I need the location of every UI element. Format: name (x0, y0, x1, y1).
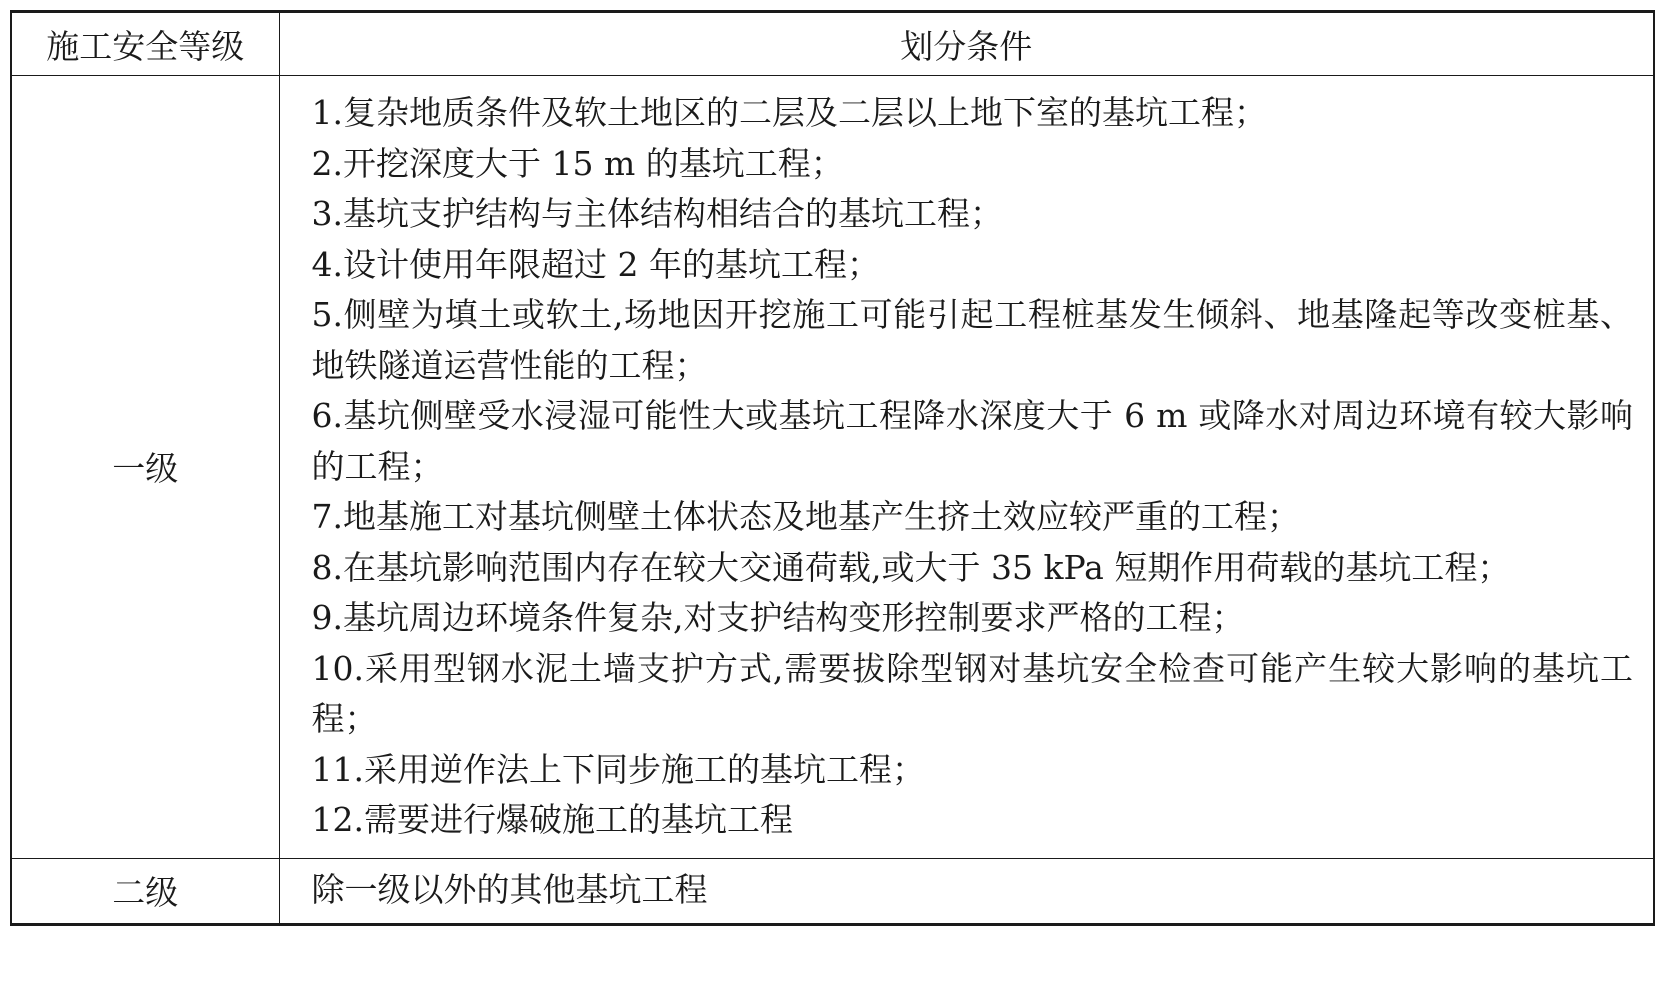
list-item: 除一级以外的其他基坑工程 (311, 870, 708, 910)
level-cell-first: 一级 (11, 76, 279, 859)
table-row (11, 76, 1654, 859)
level-cell-second: 二级 (11, 858, 279, 924)
list-item: 1.复杂地质条件及软土地区的二层及二层以上地下室的基坑工程； (311, 93, 1267, 132)
list-item: 12.需要进行爆破施工的基坑工程 (311, 800, 793, 839)
list-item: 5.侧壁为填土或软土,场地因开挖施工可能引起工程桩基发生倾斜、地基隆起等改变桩基、地铁隧道运营性能的工程； (311, 295, 1633, 385)
condition-list (312, 865, 1634, 916)
list-item: 9.基坑周边环境条件复杂,对支护结构变形控制要求严格的工程； (311, 598, 1245, 637)
list-item: 10.采用型钢水泥土墙支护方式,需要拔除型钢对基坑安全检查可能产生较大影响的基坑工程； (311, 648, 1633, 738)
condition-list (312, 88, 1634, 846)
list-item: 6.基坑侧壁受水浸湿可能性大或基坑工程降水深度大于 6 m 或降水对周边环境有较大影响的工程； (311, 396, 1633, 486)
table-row (11, 858, 1654, 924)
list-item: 11.采用逆作法上下同步施工的基坑工程； (311, 749, 925, 789)
header-conditions: 划分条件 (279, 12, 1654, 76)
list-item: 3.基坑支护结构与主体结构相结合的基坑工程； (311, 194, 1003, 233)
list-item: 8.在基坑影响范围内存在较大交通荷载,或大于 35 kPa 短期作用荷载的基坑工程； (311, 547, 1511, 587)
table-header-row (11, 12, 1654, 76)
conditions-cell-second (279, 858, 1654, 924)
list-item: 2.开挖深度大于 15 m 的基坑工程； (311, 143, 844, 183)
safety-level-table (10, 10, 1655, 926)
conditions-cell-first (279, 76, 1654, 859)
header-safety-level: 施工安全等级 (11, 12, 279, 76)
list-item: 7.地基施工对基坑侧壁土体状态及地基产生挤土效应较严重的工程； (311, 497, 1300, 536)
list-item: 4.设计使用年限超过 2 年的基坑工程； (311, 244, 880, 284)
